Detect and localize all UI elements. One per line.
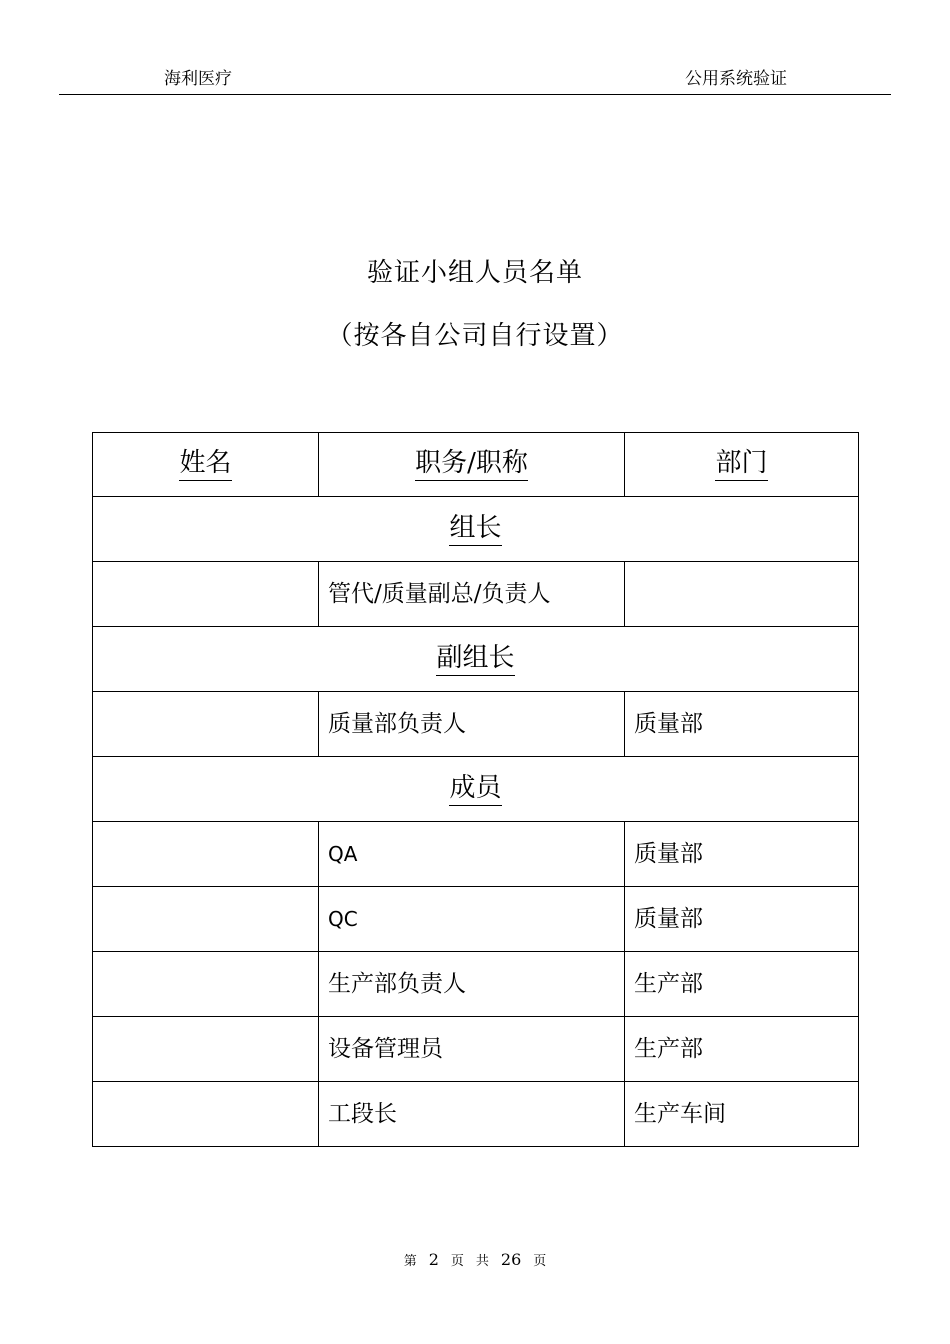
column-header-dept: 部门 [625, 433, 859, 497]
cell-name [93, 692, 319, 757]
table-row [93, 887, 859, 952]
table-row [93, 822, 859, 887]
roster-table [92, 432, 859, 1147]
section-label-leader: 组长 [93, 497, 859, 562]
footer-word-gong: 共 [475, 1254, 489, 1269]
cell-dept: 质量部 [625, 692, 859, 757]
section-row-members [93, 757, 859, 822]
cell-name [93, 952, 319, 1017]
footer-word-di: 第 [403, 1254, 417, 1269]
header-company: 海利医疗 [164, 69, 232, 89]
cell-name [93, 1017, 319, 1082]
header-section-title: 公用系统验证 [685, 69, 787, 89]
cell-title: 工段长 [319, 1082, 625, 1147]
cell-dept [625, 562, 859, 627]
table-row [93, 1082, 859, 1147]
document-title: 验证小组人员名单 [366, 258, 583, 288]
cell-name [93, 562, 319, 627]
cell-dept: 生产部 [625, 952, 859, 1017]
column-header-title: 职务/职称 [319, 433, 625, 497]
document-subtitle: （按各自公司自行设置） [326, 321, 624, 351]
section-row-deputy [93, 627, 859, 692]
cell-name [93, 822, 319, 887]
cell-title: 质量部负责人 [319, 692, 625, 757]
cell-title: QC [319, 887, 625, 952]
page-footer [0, 1250, 950, 1272]
cell-dept: 生产部 [625, 1017, 859, 1082]
table-row [93, 1017, 859, 1082]
column-header-name: 姓名 [93, 433, 319, 497]
cell-title: 管代/质量副总/负责人 [319, 562, 625, 627]
footer-current-page: 2 [428, 1250, 439, 1269]
table-row [93, 692, 859, 757]
table-header-row [93, 433, 859, 497]
section-label-members: 成员 [93, 757, 859, 822]
footer-word-ye2: 页 [533, 1254, 547, 1269]
cell-title: QA [319, 822, 625, 887]
section-row-leader [93, 497, 859, 562]
table-row [93, 952, 859, 1017]
header-divider [59, 94, 891, 95]
table-row [93, 562, 859, 627]
cell-dept: 质量部 [625, 822, 859, 887]
cell-title: 设备管理员 [319, 1017, 625, 1082]
footer-total-pages: 26 [500, 1250, 522, 1269]
cell-name [93, 887, 319, 952]
section-label-deputy: 副组长 [93, 627, 859, 692]
cell-dept: 生产车间 [625, 1082, 859, 1147]
footer-word-ye: 页 [450, 1254, 464, 1269]
cell-name [93, 1082, 319, 1147]
cell-dept: 质量部 [625, 887, 859, 952]
cell-title: 生产部负责人 [319, 952, 625, 1017]
